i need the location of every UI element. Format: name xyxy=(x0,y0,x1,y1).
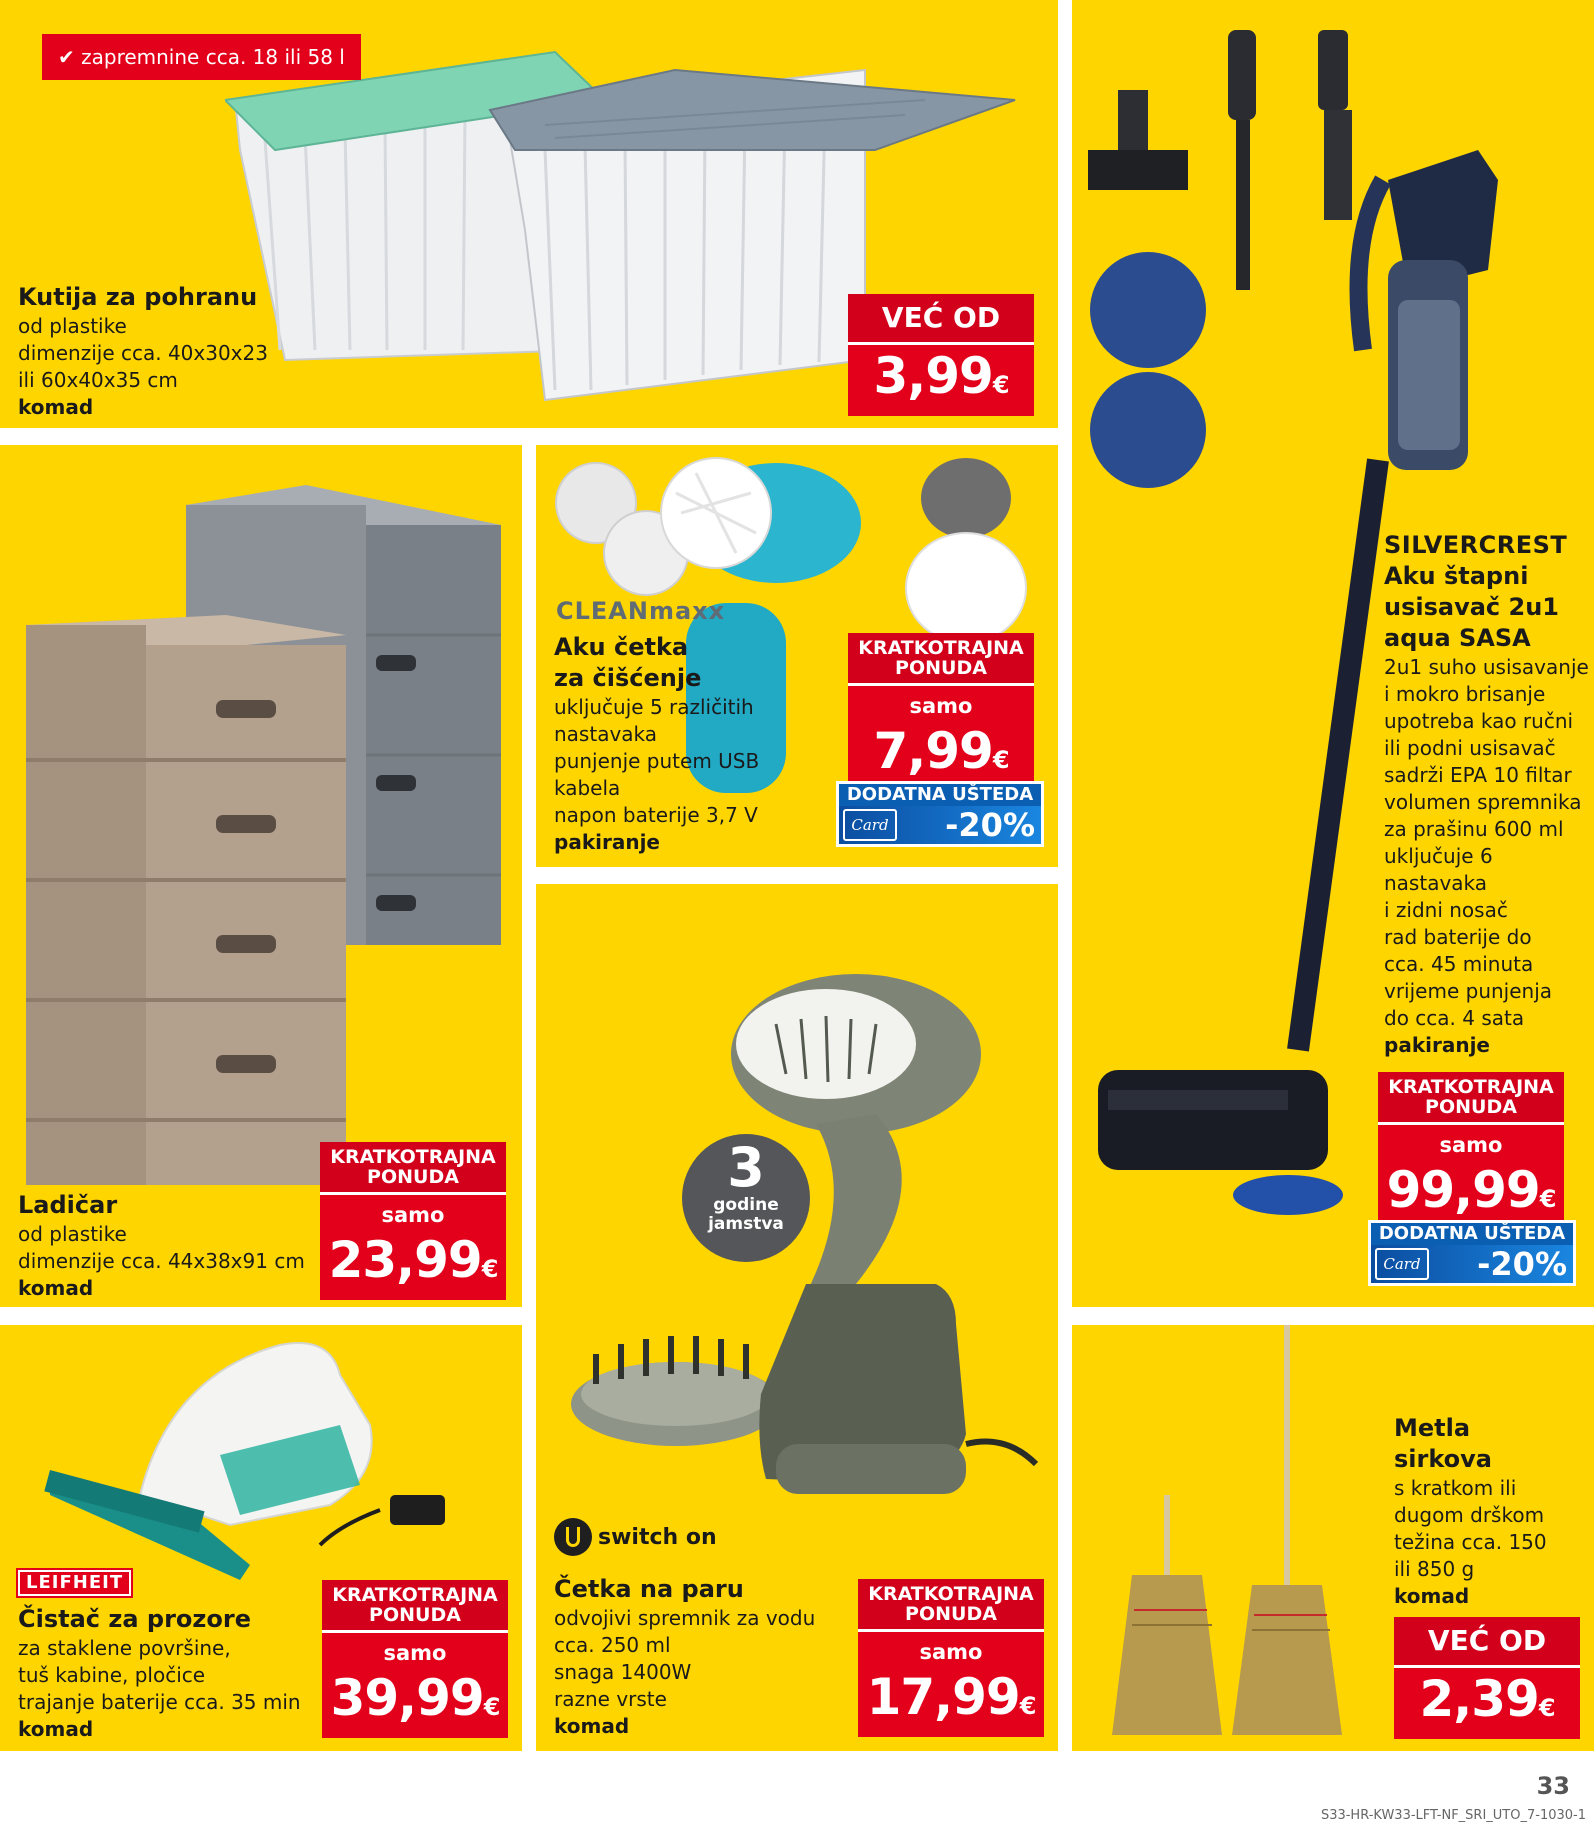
brush-line-4: kabela xyxy=(554,776,621,800)
drawers-image xyxy=(26,485,506,1205)
steamer-line-3: snaga 1400W xyxy=(554,1660,692,1684)
window-cleaner-samo: samo xyxy=(383,1641,447,1665)
window-cleaner-line-2: tuš kabine, pločice xyxy=(18,1663,206,1687)
drawers-info xyxy=(18,1190,305,1302)
storage-box-line-1: od plastike xyxy=(18,314,127,338)
storage-box-price-head: VEĆ OD xyxy=(848,294,1034,345)
window-cleaner-pricebox xyxy=(322,1580,508,1738)
vacuum-title-4: aqua SASA xyxy=(1384,624,1531,652)
drawers-line-2: dimenzije cca. 44x38x91 cm xyxy=(18,1249,305,1273)
storage-box-info xyxy=(18,282,268,421)
drawers-pricebox xyxy=(320,1142,506,1300)
vacuum-line-13: vrijeme punjenja xyxy=(1384,979,1553,1003)
panel-broom xyxy=(1072,1325,1594,1751)
window-cleaner-price xyxy=(322,1633,508,1738)
vacuum-line-12: cca. 45 minuta xyxy=(1384,952,1534,976)
vacuum-line-4: ili podni usisavač xyxy=(1384,736,1556,760)
broom-price xyxy=(1394,1668,1580,1739)
steamer-title: Četka na paru xyxy=(554,1575,744,1603)
window-cleaner-currency: € xyxy=(483,1693,500,1721)
brush-price-value: 7,99 xyxy=(873,722,993,780)
vacuum-pricebox xyxy=(1378,1072,1564,1230)
steamer-line-4: razne vrste xyxy=(554,1687,667,1711)
panel-vacuum xyxy=(1072,0,1594,1307)
broom-currency: € xyxy=(1538,1694,1555,1722)
steamer-image xyxy=(556,964,1046,1524)
vacuum-line-5: sadrži EPA 10 filtar xyxy=(1384,763,1572,787)
window-cleaner-line-3: trajanje baterije cca. 35 min xyxy=(18,1690,301,1714)
vacuum-price xyxy=(1378,1125,1564,1230)
vacuum-title-1: SILVERCREST xyxy=(1384,531,1568,559)
steamer-info xyxy=(554,1574,815,1740)
steamer-price xyxy=(858,1632,1044,1737)
steamer-currency: € xyxy=(1019,1692,1036,1720)
storage-box-price xyxy=(848,345,1034,416)
vacuum-line-7: za prašinu 600 ml xyxy=(1384,817,1564,841)
broom-line-3: težina cca. 150 xyxy=(1394,1530,1547,1554)
panel-storage-box xyxy=(0,0,1058,428)
warranty-years: 3 xyxy=(727,1136,765,1199)
window-cleaner-line-1: za staklene površine, xyxy=(18,1636,231,1660)
brush-card-discount xyxy=(836,781,1044,847)
leifheit-logo: LEIFHEIT xyxy=(18,1570,131,1596)
panel-drawers xyxy=(0,445,522,1307)
storage-box-title: Kutija za pohranu xyxy=(18,283,258,311)
vacuum-line-8: uključuje 6 xyxy=(1384,844,1493,868)
steamer-pricebox xyxy=(858,1579,1044,1737)
brush-info xyxy=(554,632,759,856)
vacuum-line-1: 2u1 suho usisavanje xyxy=(1384,655,1589,679)
drawers-currency: € xyxy=(481,1255,498,1283)
window-cleaner-unit: komad xyxy=(18,1717,94,1741)
storage-box-line-2: dimenzije cca. 40x30x23 xyxy=(18,341,268,365)
vacuum-info xyxy=(1384,530,1589,1059)
vacuum-line-2: i mokro brisanje xyxy=(1384,682,1546,706)
brush-samo: samo xyxy=(909,694,973,718)
drawers-samo: samo xyxy=(381,1203,445,1227)
storage-box-pricebox xyxy=(848,294,1034,416)
vacuum-line-11: rad baterije do xyxy=(1384,925,1532,949)
brush-line-3: punjenje putem USB xyxy=(554,749,760,773)
brush-brand: CLEANmaxx xyxy=(556,597,726,625)
broom-info xyxy=(1394,1413,1547,1610)
broom-price-value: 2,39 xyxy=(1419,1670,1539,1728)
broom-line-2: dugom drškom xyxy=(1394,1503,1545,1527)
panel-steamer xyxy=(536,884,1058,1751)
drawers-line-1: od plastike xyxy=(18,1222,127,1246)
vacuum-unit: pakiranje xyxy=(1384,1033,1490,1057)
warranty-text: godine jamstva xyxy=(708,1195,784,1234)
vacuum-line-14: do cca. 4 sata xyxy=(1384,1006,1525,1030)
drawers-price-value: 23,99 xyxy=(328,1231,482,1289)
drawers-unit: komad xyxy=(18,1276,94,1300)
brush-price xyxy=(848,686,1034,791)
brush-unit: pakiranje xyxy=(554,830,660,854)
vacuum-line-10: i zidni nosač xyxy=(1384,898,1508,922)
panel-window-cleaner xyxy=(0,1325,522,1751)
steamer-samo: samo xyxy=(919,1640,983,1664)
page-footer-code: S33-HR-KW33-LFT-NF_SRI_UTO_7-1030-1 xyxy=(1320,1808,1586,1823)
brush-line-1: uključuje 5 različitih xyxy=(554,695,754,719)
steamer-price-head: KRATKOTRAJNA PONUDA xyxy=(858,1579,1044,1632)
steamer-line-2: cca. 250 ml xyxy=(554,1633,671,1657)
storage-box-currency: € xyxy=(992,371,1009,399)
brush-line-2: nastavaka xyxy=(554,722,658,746)
brush-card-icon: Card xyxy=(843,809,897,841)
drawers-price xyxy=(320,1195,506,1300)
brush-pricebox xyxy=(848,633,1034,791)
vacuum-card-pct: -20% xyxy=(1477,1245,1567,1283)
brush-price-head: KRATKOTRAJNA PONUDA xyxy=(848,633,1034,686)
steamer-brand xyxy=(554,1518,717,1556)
storage-box-line-3: ili 60x40x35 cm xyxy=(18,368,178,392)
window-cleaner-price-value: 39,99 xyxy=(330,1669,484,1727)
window-cleaner-price-head: KRATKOTRAJNA PONUDA xyxy=(322,1580,508,1633)
broom-price-head: VEĆ OD xyxy=(1394,1617,1580,1668)
vacuum-price-value: 99,99 xyxy=(1386,1161,1540,1219)
steamer-unit: komad xyxy=(554,1714,630,1738)
switchon-logo-icon xyxy=(554,1518,592,1556)
panel-brush xyxy=(536,445,1058,867)
brush-card-pct: -20% xyxy=(945,806,1035,844)
vacuum-title-3: usisavač 2u1 xyxy=(1384,593,1559,621)
brush-card-head: DODATNA UŠTEDA xyxy=(846,784,1034,805)
brush-title-1: Aku četka xyxy=(554,633,689,661)
window-cleaner-info xyxy=(18,1604,301,1743)
steamer-brand-name: switch on xyxy=(598,1524,717,1550)
vacuum-currency: € xyxy=(1539,1185,1556,1213)
broom-line-4: ili 850 g xyxy=(1394,1557,1475,1581)
drawers-title: Ladičar xyxy=(18,1191,118,1219)
storage-box-volume-tag: ✔ zapremnine cca. 18 ili 58 l xyxy=(42,34,361,80)
storage-box-unit: komad xyxy=(18,395,94,419)
broom-image xyxy=(1112,1325,1342,1745)
broom-unit: komad xyxy=(1394,1584,1470,1608)
vacuum-title-2: Aku štapni xyxy=(1384,562,1529,590)
vacuum-samo: samo xyxy=(1439,1133,1503,1157)
drawers-price-head: KRATKOTRAJNA PONUDA xyxy=(320,1142,506,1195)
steamer-price-value: 17,99 xyxy=(866,1668,1020,1726)
broom-pricebox xyxy=(1394,1617,1580,1739)
vacuum-card-head: DODATNA UŠTEDA xyxy=(1378,1223,1566,1244)
broom-line-1: s kratkom ili xyxy=(1394,1476,1517,1500)
vacuum-card-icon: Card xyxy=(1375,1248,1429,1280)
vacuum-line-3: upotreba kao ručni xyxy=(1384,709,1574,733)
broom-title-1: Metla xyxy=(1394,1414,1471,1442)
brush-title-2: za čišćenje xyxy=(554,664,702,692)
brush-line-5: napon baterije 3,7 V xyxy=(554,803,758,827)
storage-box-price-value: 3,99 xyxy=(873,347,993,405)
vacuum-line-6: volumen spremnika xyxy=(1384,790,1582,814)
warranty-badge xyxy=(682,1134,810,1262)
window-cleaner-title: Čistač za prozore xyxy=(18,1605,251,1633)
vacuum-card-discount xyxy=(1368,1220,1576,1286)
vacuum-line-9: nastavaka xyxy=(1384,871,1488,895)
steamer-line-1: odvojivi spremnik za vodu xyxy=(554,1606,816,1630)
vacuum-price-head: KRATKOTRAJNA PONUDA xyxy=(1378,1072,1564,1125)
brush-currency: € xyxy=(992,746,1009,774)
page-number: 33 xyxy=(1536,1772,1570,1800)
broom-title-2: sirkova xyxy=(1394,1445,1492,1473)
